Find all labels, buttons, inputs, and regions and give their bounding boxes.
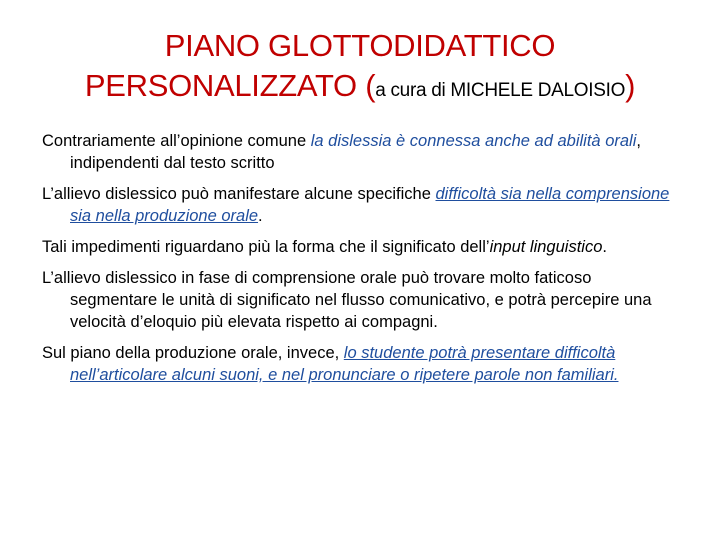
paragraph-4-text: L’allievo dislessico in fase di comprensione orale può trovare molto faticoso segmentare le unità di significato nel flusso comunicativo, e potrà percepire una velocità d’eloquio più elevata rispetto ai compagni. bbox=[42, 269, 652, 331]
paragraph-2-highlight: difficoltà sia nella comprensione sia nella produzione orale bbox=[70, 185, 670, 225]
paragraph-5 bbox=[42, 342, 682, 386]
paragraph-1-tail: , indipendenti dal testo scritto bbox=[70, 132, 641, 172]
paragraph-2-text: L’allievo dislessico può manifestare alcune specifiche bbox=[42, 185, 436, 203]
paragraph-1-highlight: la dislessia è connessa anche ad abilità orali bbox=[310, 132, 637, 150]
title-line-2-wrapper bbox=[40, 66, 680, 111]
title-open-paren: ( bbox=[365, 68, 376, 103]
paragraph-3-italic: input linguistico bbox=[489, 238, 603, 256]
title-credit: a cura di MICHELE DALOISIO bbox=[375, 80, 626, 101]
title-close-paren: ) bbox=[625, 68, 636, 103]
paragraph-5-highlight: lo studente potrà presentare difficoltà nell’articolare alcuni suoni, e nel pronunciare o ripetere parole non familiari. bbox=[70, 344, 619, 384]
slide-title bbox=[40, 26, 680, 111]
paragraph-1-text: Contrariamente all’opinione comune bbox=[42, 132, 311, 150]
paragraph-1 bbox=[42, 130, 682, 174]
paragraph-3-text: Tali impedimenti riguardano più la forma che il significato dell’ bbox=[42, 238, 490, 256]
paragraph-2-tail: . bbox=[258, 207, 263, 225]
paragraph-2 bbox=[42, 183, 682, 227]
title-line-2: PERSONALIZZATO bbox=[84, 68, 357, 103]
title-line-1: PIANO GLOTTODIDATTICO bbox=[164, 28, 556, 63]
paragraph-5-text: Sul piano della produzione orale, invece, bbox=[42, 344, 344, 362]
paragraph-4 bbox=[42, 267, 682, 333]
slide-body bbox=[42, 130, 682, 395]
paragraph-3 bbox=[42, 236, 682, 258]
paragraph-3-tail: . bbox=[602, 238, 607, 256]
